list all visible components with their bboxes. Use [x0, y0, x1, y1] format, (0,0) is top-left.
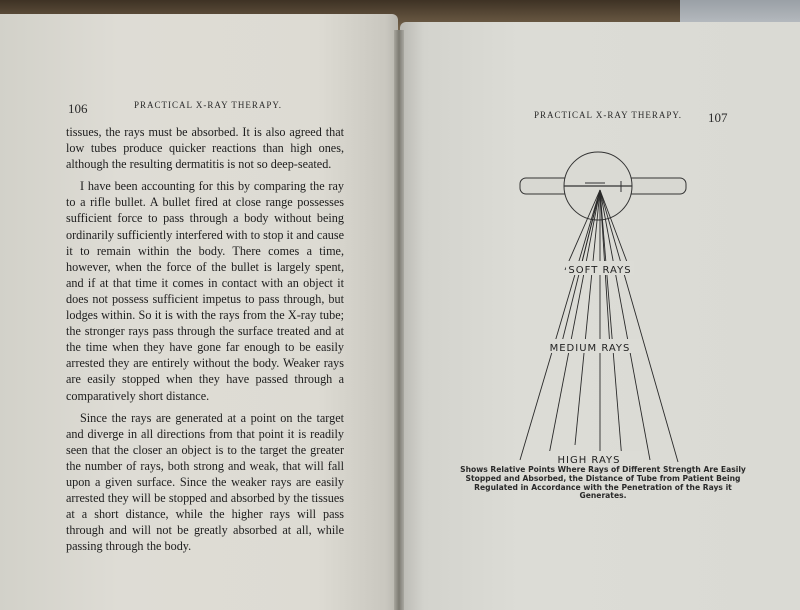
right-page-number: 107 — [708, 110, 728, 125]
ray-line — [575, 190, 600, 445]
left-page-number: 106 — [68, 101, 88, 116]
figure-caption: Shows Relative Points Where Rays of Different Strength Are Easily Stopped and Absorbed, the Distance of Tube from Patient Being Regulated in Accordance with the Penetration of the Rays it Generates. — [460, 465, 746, 501]
ray-line — [600, 190, 678, 462]
ray-line — [600, 190, 622, 460]
medium-rays-label: MEDIUM RAYS — [549, 343, 631, 354]
paragraph-2: I have been accounting for this by comparing the ray to a rifle bullet. A bullet fired at close range possesses sufficient force to pass through a body without being ordinarily sufficiently interfered with to stop it and cause it to remain within the body. There comes a time, however, when the force of the bullet is largely spent, and if at that time it comes in contact with an object it does not possess sufficient impetus to pass through, but lodges within. So it is with the rays from the X-ray tube; the stronger rays pass through the surface treated and at the time when they have gone far enough to be easily arrested they are entirely without the body. Weaker rays are easily stopped when they have passed through a comparatively short distance. — [66, 179, 344, 403]
ray-lines — [520, 190, 678, 462]
ray-line — [548, 190, 600, 460]
high-rays-label: HIGH RAYS — [557, 455, 621, 466]
xray-tube-illustration — [520, 152, 686, 220]
paragraph-3: Since the rays are generated at a point on the target and diverge in all directions from that point it is readily seen that the closer an object is to the target the greater the number of rays, both strong and weak, that will fall upon a given surface. Since the weaker rays are easily arrested they will be stopped and absorbed by the tissues at a short distance, while the higher rays will pass through and will not be greatly absorbed at all, while passing through the body. — [66, 410, 344, 554]
ray-line — [600, 190, 650, 460]
ray-line — [520, 190, 600, 460]
right-running-head: PRACTICAL X-RAY THERAPY. — [534, 110, 682, 120]
soft-rays-label: SOFT RAYS — [568, 265, 632, 276]
paragraph-1: tissues, the rays must be absorbed. It is also agreed that low tubes produce quicker reactions than high ones, although the resulting dermatitis is not so deep-seated. — [66, 125, 344, 172]
left-running-head: PRACTICAL X-RAY THERAPY. — [134, 100, 282, 110]
